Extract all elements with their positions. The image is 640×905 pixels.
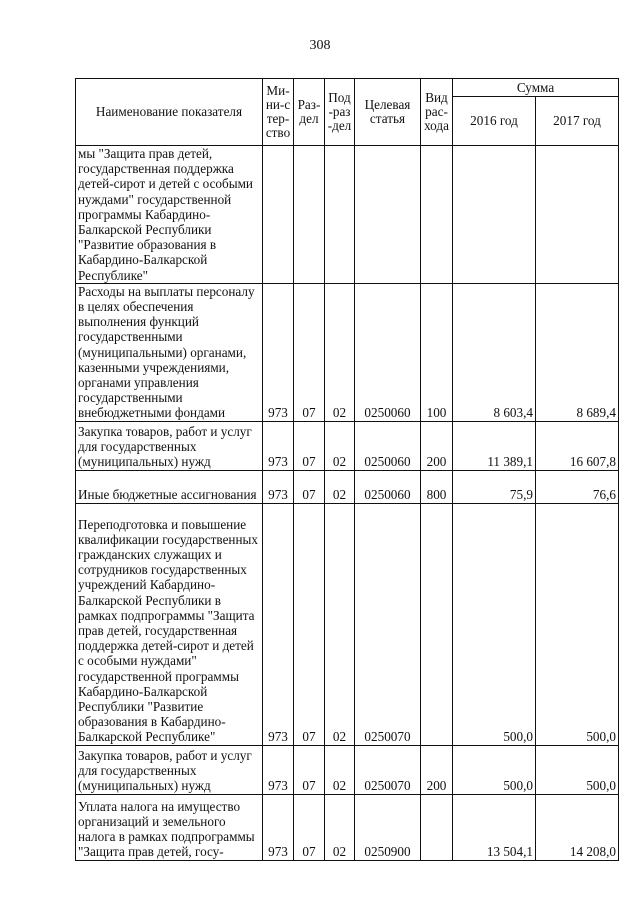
row-section xyxy=(294,146,325,284)
row-ministry: 973 xyxy=(263,421,294,470)
row-subsection: 02 xyxy=(325,421,355,470)
row-2017: 8 689,4 xyxy=(536,283,619,421)
table-row xyxy=(76,745,619,794)
row-target: 0250070 xyxy=(355,503,421,745)
row-name: Переподготовка и повышение квалификации государственных гражданских служащих и сотрудников государственных учреждений Кабардино-Балкарской Республики в рамках подпрограммы "Защита прав детей, государственная поддержка детей-сирот и детей с особыми нуждами" государственной программы Кабардино-Балкарской Республики "Развитие образования в Кабардино-Балкарской Республике" xyxy=(76,503,263,745)
row-name: мы "Защита прав детей, государственная поддержка детей-сирот и детей с особыми нуждами" государственной программы Кабардино-Балкарской Республики "Развитие образования в Кабардино-Балкарской Республике" xyxy=(76,146,263,284)
row-2016: 11 389,1 xyxy=(453,421,536,470)
row-2016: 500,0 xyxy=(453,503,536,745)
header-ministry: Ми-ни-стер-ство xyxy=(263,79,294,146)
table-row xyxy=(76,503,619,745)
row-2017: 76,6 xyxy=(536,470,619,503)
header-expense-type: Вид рас-хода xyxy=(421,79,453,146)
row-target: 0250060 xyxy=(355,470,421,503)
row-section: 07 xyxy=(294,745,325,794)
table-row xyxy=(76,283,619,421)
row-subsection: 02 xyxy=(325,794,355,860)
row-2017: 500,0 xyxy=(536,745,619,794)
row-name: Уплата налога на имущество организаций и земельного налога в рамках подпрограммы "Защита прав детей, госу- xyxy=(76,794,263,860)
budget-table xyxy=(75,78,619,861)
row-type xyxy=(421,794,453,860)
row-target: 0250060 xyxy=(355,421,421,470)
row-subsection: 02 xyxy=(325,745,355,794)
row-2016 xyxy=(453,146,536,284)
table-row xyxy=(76,470,619,503)
row-subsection: 02 xyxy=(325,283,355,421)
row-target xyxy=(355,146,421,284)
table-row xyxy=(76,794,619,860)
row-target: 0250900 xyxy=(355,794,421,860)
row-ministry: 973 xyxy=(263,470,294,503)
row-2017 xyxy=(536,146,619,284)
table-header xyxy=(76,79,619,146)
row-2017: 14 208,0 xyxy=(536,794,619,860)
row-target: 0250070 xyxy=(355,745,421,794)
row-subsection: 02 xyxy=(325,503,355,745)
row-ministry: 973 xyxy=(263,283,294,421)
row-name: Закупка товаров, работ и услуг для государственных (муниципальных) нужд xyxy=(76,745,263,794)
row-type: 200 xyxy=(421,745,453,794)
row-name: Иные бюджетные ассигнования xyxy=(76,470,263,503)
header-target-item: Целевая статья xyxy=(355,79,421,146)
row-type: 800 xyxy=(421,470,453,503)
table-row xyxy=(76,146,619,284)
row-2016: 8 603,4 xyxy=(453,283,536,421)
header-sum: Сумма xyxy=(453,79,619,97)
header-year-2016: 2016 год xyxy=(453,97,536,146)
row-section: 07 xyxy=(294,470,325,503)
row-name: Расходы на выплаты персоналу в целях обеспечения выполнения функций государственными (муниципальными) органами, казенными учреждениями, органами управления государственными внебюджетными фондами xyxy=(76,283,263,421)
row-2017: 16 607,8 xyxy=(536,421,619,470)
row-type xyxy=(421,146,453,284)
row-2017: 500,0 xyxy=(536,503,619,745)
row-2016: 13 504,1 xyxy=(453,794,536,860)
row-section: 07 xyxy=(294,503,325,745)
table-row xyxy=(76,421,619,470)
row-ministry xyxy=(263,146,294,284)
row-type: 100 xyxy=(421,283,453,421)
page-number: 308 xyxy=(309,38,331,53)
header-subsection: Под-раз-дел xyxy=(325,79,355,146)
row-ministry: 973 xyxy=(263,503,294,745)
row-target: 0250060 xyxy=(355,283,421,421)
header-section: Раз-дел xyxy=(294,79,325,146)
row-name: Закупка товаров, работ и услуг для государственных (муниципальных) нужд xyxy=(76,421,263,470)
row-type: 200 xyxy=(421,421,453,470)
row-section: 07 xyxy=(294,794,325,860)
row-ministry: 973 xyxy=(263,794,294,860)
header-name: Наименование показателя xyxy=(76,79,263,146)
row-section: 07 xyxy=(294,421,325,470)
row-2016: 500,0 xyxy=(453,745,536,794)
row-section: 07 xyxy=(294,283,325,421)
row-2016: 75,9 xyxy=(453,470,536,503)
row-subsection: 02 xyxy=(325,470,355,503)
row-subsection xyxy=(325,146,355,284)
header-year-2017: 2017 год xyxy=(536,97,619,146)
row-ministry: 973 xyxy=(263,745,294,794)
row-type xyxy=(421,503,453,745)
